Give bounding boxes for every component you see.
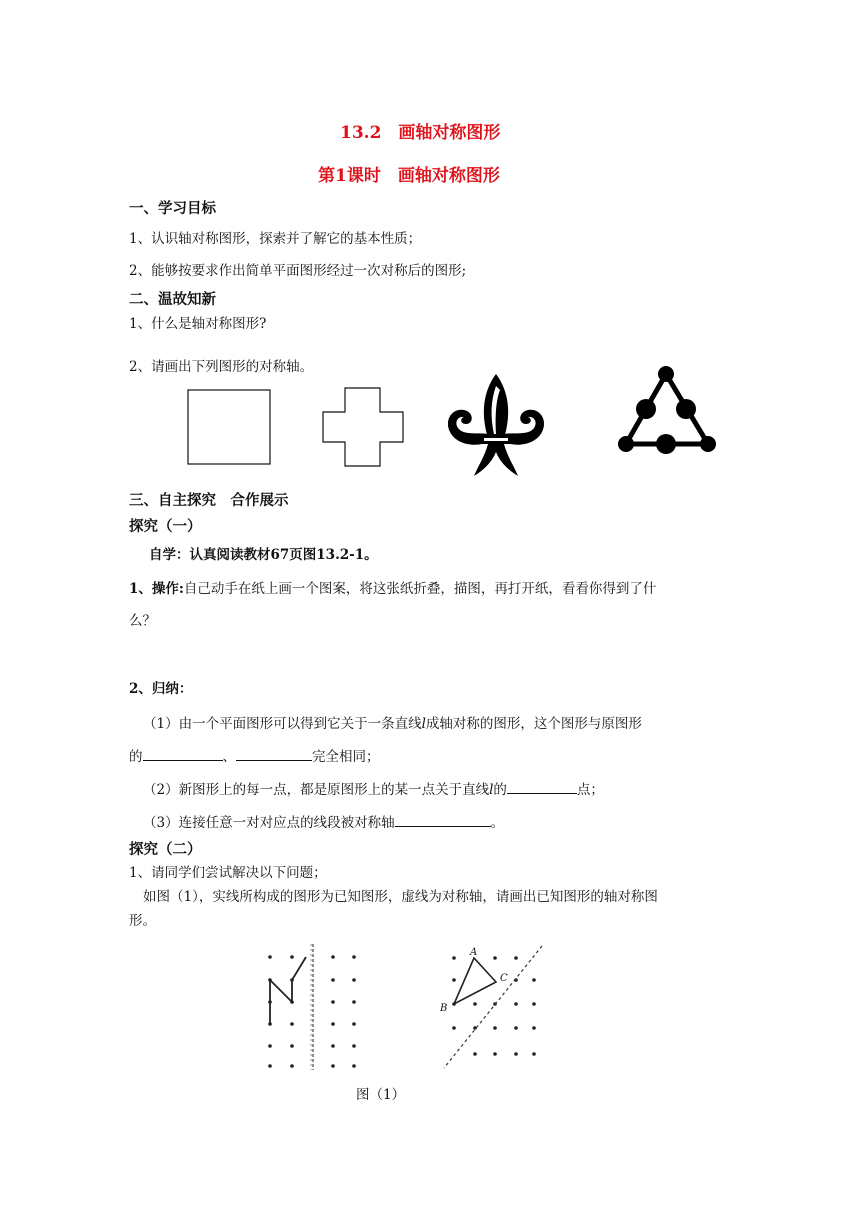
summary-item-3	[143, 811, 504, 831]
section3-heading: 三、自主探究 合作展示	[129, 492, 289, 509]
summary-2-text-a: （2）新图形上的每一点，都是原图形上的某一点关于直线	[143, 782, 490, 798]
explore2-heading: 探究（二）	[129, 841, 202, 858]
page-subtitle: 第1课时 画轴对称图形	[318, 166, 500, 186]
point-label-b: B	[440, 1003, 448, 1014]
line-l-symbol: l	[421, 716, 426, 732]
summary-item-2	[143, 778, 604, 798]
summary-item-1	[143, 712, 642, 732]
explore1-heading: 探究（一）	[129, 518, 202, 535]
summary-1-text-b: 成轴对称的图形，这个图形与原图形	[425, 716, 642, 732]
blank-4[interactable]	[395, 812, 491, 827]
operation-line	[129, 577, 656, 597]
explore2-question-text: 如图（1），实线所构成的图形为已知图形，虚线为对称轴，请画出已知图形的轴对称图	[143, 889, 658, 905]
section1-heading: 一、学习目标	[129, 200, 216, 217]
section2-heading: 二、温故知新	[129, 291, 216, 308]
dot-grid-figure-left	[262, 942, 382, 1072]
review-question-1: 1、什么是轴对称图形?	[129, 316, 267, 332]
explore2-question-1: 1、请同学们尝试解决以下问题；	[129, 865, 327, 881]
line-l-symbol: l	[489, 782, 494, 798]
objective-2: 2、能够按要求作出简单平面图形经过一次对称后的图形;	[129, 263, 467, 279]
objective-1: 1、认识轴对称图形，探索并了解它的基本性质；	[129, 231, 422, 247]
summary-1-text-c: 的	[129, 749, 143, 765]
summary-1-text-a: （1）由一个平面图形可以得到它关于一条直线	[143, 716, 422, 732]
cross-shape	[320, 385, 410, 471]
summary-3-text-a: （3）连接任意一对对应点的线段被对称轴	[143, 815, 395, 831]
summary-1-separator: 、	[222, 749, 236, 765]
summary-3-text-b: 。	[490, 815, 505, 831]
summary-1-text-d: 完全相同；	[312, 749, 380, 765]
blank-2[interactable]	[236, 746, 312, 761]
summary-label: 2、归纳：	[129, 681, 193, 697]
page-title: 13.2 画轴对称图形	[340, 123, 501, 143]
point-label-a: A	[470, 947, 478, 958]
blank-1[interactable]	[143, 746, 223, 761]
blank-3[interactable]	[507, 779, 577, 794]
operation-text-continued: 么？	[129, 613, 156, 629]
operation-label: 1、操作:	[129, 581, 184, 597]
point-label-c: C	[500, 973, 508, 984]
fleur-de-lis-icon	[444, 372, 548, 480]
operation-text: 自己动手在纸上画一个图案，将这张纸折叠，描图，再打开纸，看看你得到了什	[183, 581, 657, 597]
dotted-triangle-shape	[612, 362, 722, 462]
summary-2-text-c: 点；	[576, 782, 604, 798]
summary-2-text-b: 的	[493, 782, 507, 798]
square-shape	[186, 388, 276, 468]
self-study: 自学：认真阅读教材67页图13.2-1。	[149, 547, 378, 563]
summary-item-1-continued	[129, 745, 380, 765]
figure-caption: 图（1）	[356, 1087, 406, 1103]
review-question-2: 2、请画出下列图形的对称轴。	[129, 359, 314, 375]
dot-grid-figure-right	[438, 942, 548, 1072]
explore2-question-text-continued: 形。	[129, 913, 156, 929]
